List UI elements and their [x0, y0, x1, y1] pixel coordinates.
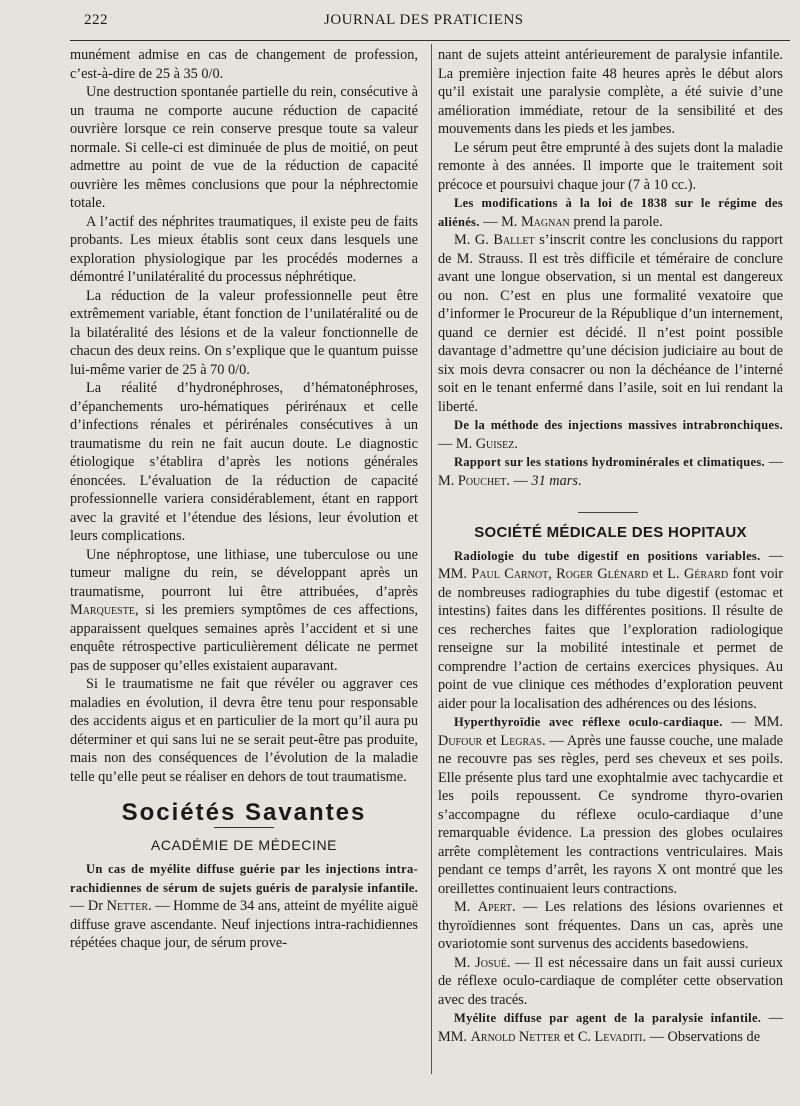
- author-name: Levaditi: [594, 1028, 643, 1045]
- author-name: Dufour: [438, 732, 483, 749]
- article-heading: Un cas de myélite diffuse guérie par les injections intra-rachidiennes de sérum de sujets guéris de paralysie infantile.: [70, 862, 418, 895]
- paragraph: Si le traumatisme ne fait que révéler ou aggraver ces maladies en évolution, il devra être tenu pour responsable des accidents aigus et en particulier de la mort qu’il aura pu déterminer et qui sans lui ne se serait peut-être pas produite, mais non des conséquences de l’évolution de la maladie telle qu’elle peut se réaliser en dehors de tout traumatisme.: [70, 676, 418, 785]
- article-heading: Les modifications à la loi de 1838 sur le régime des aliénés.: [438, 196, 783, 229]
- page-header: [84, 12, 784, 34]
- paragraph: Une destruction spontanée partielle du rein, consécutive à un trauma ne comporte aucune réduction de capacité ouvrière lorsque ce rein conserve presque toute sa valeur normale. Si celle-ci est diminuée de plus de moitié, on peut admettre au point de vue de la réduction de capacité ouvrière les mêmes conclusions que pour la néphrectomie totale.: [70, 84, 418, 211]
- author-name: Arnold Netter: [470, 1028, 561, 1045]
- paragraph: Le sérum peut être emprunté à des sujets dont la maladie remonte à des années. Il importe que le traitement soit précoce et poursuivi chaque jour (7 à 10 cc.).: [438, 139, 783, 193]
- paragraph: La réalité d’hydronéphroses, d’hématonéphroses, d’épanchements uro-hématiques périrénaux et celle d’infections rénales et périrénales consécutives à un traumatisme du rein ne fait aucun doute. Le diagnostic étiologique s’établira d’après les notions générales énoncées. L’évaluation de la réduction de capacité professionnelle variera considérablement, étant en rapport avec la gravité et l’étendue des lésions, leur évolution et leurs complications.: [70, 380, 418, 544]
- paragraph: Radiologie du tube digestif en positions variables. — MM. Paul Carnot, Roger Glénard et L. Gérard font voir de nombreuses radiographies du tube digestif (estomac et intestins) faites dans les différentes positions. Il résulte de ces recherches faites que l’exploration radiologique renseigne sur la mobilité intestinale et permet de comprendre l’action de certains exercices physiques. Au point de vue clinique ces méthodes d’exploration peuvent aider pour la localisation des adhérences ou des lésions.: [438, 547, 784, 712]
- paragraph: M. Apert. — Les relations des lésions ovariennes et thyroïdiennes sont fréquentes. Dans un cas, après une ovariotomie sont survenus des accidents basedowiens.: [438, 899, 783, 952]
- paragraph: M. G. Ballet s’inscrit contre les conclusions du rapport de M. Strauss. Il est très difficile et téméraire de conclure avant une longue observation, si un mental est dangereux ou non. C’est en plus une formalité vexatoire que d’informer le Procureur de la République d’un internement, quand ce dernier est décidé. Il n’est point possible davantage d’admettre qu’une décision judiciaire au bout de six mois devra consacrer ou non la déchéance de l’interné soit en le tenant enfermé dans l’asile, soit en lui rendant la liberté.: [438, 232, 783, 415]
- author-name: Josué: [475, 954, 507, 971]
- journal-title: JOURNAL DES PRATICIENS: [324, 12, 524, 28]
- paragraph: Un cas de myélite diffuse guérie par les injections intra-rachidiennes de sérum de sujets guéris de paralysie infantile. — Dr Netter. — Homme de 34 ans, atteint de myélite aiguë diffuse grave ascendante. Neuf injections intra-rachidiennes répétées chaque jour, de sérum prove-: [70, 862, 419, 951]
- subsection-title: SOCIÉTÉ MÉDICALE DES HOPITAUX: [474, 524, 747, 541]
- right-column: [438, 46, 783, 1046]
- author-name: Magnan: [520, 213, 570, 230]
- author-name: Ballet: [493, 232, 535, 248]
- paragraph: Myélite diffuse par agent de la paralysie infantile. — MM. Arnold Netter et C. Levaditi. — Observations de: [438, 1010, 784, 1045]
- author-name: Pouchet: [457, 472, 507, 489]
- author-name: Apert: [477, 899, 512, 915]
- date-text: 31 mars: [531, 472, 578, 489]
- section-rule: [578, 512, 638, 513]
- article-heading: Radiologie du tube digestif en positions variables.: [454, 548, 761, 563]
- author-name: Netter: [106, 898, 149, 914]
- subsection-title: ACADÉMIE DE MÉDECINE: [150, 836, 338, 853]
- section-title: Sociétés Savantes: [121, 799, 367, 826]
- header-rule: [70, 40, 790, 41]
- column-separator: [431, 44, 432, 1074]
- article-heading: Myélite diffuse par agent de la paralysie infantile.: [454, 1011, 762, 1025]
- section-rule: [214, 827, 274, 828]
- paragraph: munément admise en cas de changement de profession, c’est-à-dire de 25 à 35 0/0.: [70, 47, 418, 82]
- section-gap: [438, 490, 783, 520]
- author-name: Marqueste: [70, 602, 135, 618]
- article-heading: Hyperthyroïdie avec réflexe oculo-cardiaque.: [454, 715, 723, 729]
- article-heading: De la méthode des injections massives intrabronchiques.: [454, 418, 783, 432]
- paragraph: Hyperthyroïdie avec réflexe oculo-cardiaque. — MM. Dufour et Legras. — Après une fausse couche, une malade ne recouvre pas ses règles, perd ses cheveux et ses poils. Elle présente plus tard une exophtalmie avec tachycardie et les poils repoussent. Ce syndrome thyro-ovarien s’accompagne du réflexe oculo-cardiaque d’une remarquable évidence. La pression des globes oculaires arrête complètement les contractions ventriculaires. Mais pendant ce temps d’arrêt, les rayons X ont montré que les oreillettes continuaient leurs contractions.: [438, 714, 783, 897]
- article-heading: Rapport sur les stations hydrominérales et climatiques.: [454, 455, 765, 469]
- paragraph: A l’actif des néphrites traumatiques, il existe peu de faits probants. Les mieux établis sont ceux dans lesquels une exploration physiologique par les procédés modernes a démontré l’unilatéralité du processus néphrétique.: [70, 213, 418, 285]
- paragraph: De la méthode des injections massives intrabronchiques. — M. Guisez.: [438, 418, 783, 452]
- paragraph: M. Josué. — Il est nécessaire dans un fait aussi curieux de réflexe oculo-cardiaque de compléter cette observation avec des tracés.: [438, 954, 783, 1008]
- author-name: Legras: [500, 732, 542, 749]
- paragraph: Une néphroptose, une lithiase, une tuberculose ou une tumeur maligne du rein, se développant après un traumatisme, pourront lui être attribuées, d’après Marqueste, si les premiers symptômes de ces affections, apparaissent quelques semaines après l’accident et si une enquête rétrospective particulièrement délicate ne permet pas de supposer qu’elles existaient auparavant.: [70, 546, 418, 674]
- paragraph: Les modifications à la loi de 1838 sur le régime des aliénés. — M. Magnan prend la parole.: [438, 196, 783, 230]
- author-name: Guisez: [475, 435, 515, 452]
- paragraph: nant de sujets atteint antérieurement de paralysie infantile. La première injection faite 48 heures après le début alors qu’il existait une paralysie complète, a été suivie d’une amélioration immédiate, retour de la sensibilité et des mouvements dans les pieds et les jambes.: [438, 47, 783, 137]
- paragraph: La réduction de la valeur professionnelle peut être extrêmement variable, étant fonction de l’unilatéralité ou de la bilatéralité des lésions et de la valeur fonctionnelle de chacun des deux reins. On s’explique que le quantum puisse lui-même varier de 25 à 70 0/0.: [70, 287, 418, 378]
- author-name: Paul Carnot, Roger Glénard: [471, 566, 649, 582]
- page-number: 222: [84, 12, 108, 28]
- left-column: [70, 46, 418, 953]
- paragraph: Rapport sur les stations hydrominérales et climatiques. — M. Pouchet. — 31 mars.: [438, 454, 783, 489]
- author-name: Gérard: [683, 566, 729, 582]
